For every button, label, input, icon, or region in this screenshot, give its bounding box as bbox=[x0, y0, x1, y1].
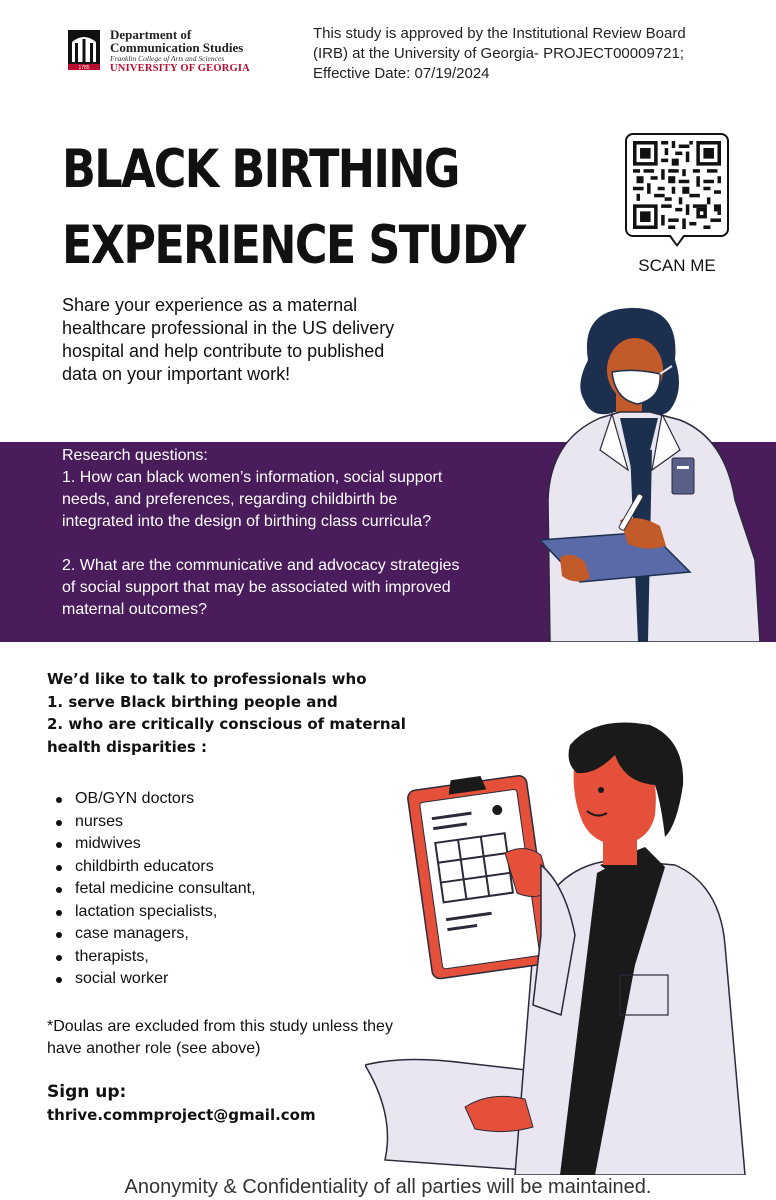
research-questions bbox=[62, 445, 532, 621]
irb-line: This study is approved by the Institutional Review Board bbox=[313, 25, 686, 42]
exclusion-line: *Doulas are excluded from this study unless they bbox=[47, 1018, 393, 1035]
intro-line: data on your important work! bbox=[62, 364, 291, 384]
title-line: EXPERIENCE STUDY bbox=[62, 215, 525, 276]
research-heading: Research questions: bbox=[62, 447, 208, 464]
list-item: fetal medicine consultant, bbox=[50, 878, 256, 901]
irb-notice bbox=[313, 24, 763, 84]
criteria-line: 1. serve Black birthing people and bbox=[47, 692, 338, 711]
logo-college: Franklin College of Arts and Sciences bbox=[110, 54, 225, 63]
signup-email-link[interactable]: thrive.commproject@gmail.com bbox=[47, 1106, 316, 1124]
qr-code-icon[interactable] bbox=[633, 141, 721, 229]
intro-text bbox=[62, 294, 462, 386]
research-q2-line: maternal outcomes? bbox=[62, 601, 207, 618]
logo-university: UNIVERSITY OF GEORGIA bbox=[110, 63, 250, 74]
list-item: childbirth educators bbox=[50, 856, 256, 879]
scan-me-label: SCAN ME bbox=[638, 256, 716, 275]
doctor-with-clipboard-illustration bbox=[520, 300, 776, 642]
signup-label: Sign up: bbox=[47, 1082, 127, 1102]
research-q1-line: 1. How can black women’s information, social support bbox=[62, 469, 443, 486]
uga-logo bbox=[66, 28, 266, 76]
professions-list bbox=[50, 788, 256, 991]
intro-line: Share your experience as a maternal bbox=[62, 295, 358, 315]
qr-code-frame[interactable] bbox=[625, 133, 729, 237]
doctor-holding-chart-illustration bbox=[365, 715, 765, 1175]
page-title bbox=[62, 132, 525, 284]
irb-line: Effective Date: 07/19/2024 bbox=[313, 65, 490, 82]
logo-department-name: Communication Studies bbox=[110, 40, 244, 55]
list-item: nurses bbox=[50, 811, 256, 834]
list-item: case managers, bbox=[50, 923, 256, 946]
list-item: midwives bbox=[50, 833, 256, 856]
research-q1-line: integrated into the design of birthing class curricula? bbox=[62, 513, 432, 530]
research-q2-line: 2. What are the communicative and advocacy strategies bbox=[62, 557, 460, 574]
criteria-line: 2. who are critically conscious of maternal bbox=[47, 715, 406, 733]
criteria-line: health disparities : bbox=[47, 737, 208, 756]
criteria-line: We’d like to talk to professionals who bbox=[47, 670, 367, 688]
confidentiality-footer: Anonymity & Confidentiality of all parties will be maintained. bbox=[124, 1176, 652, 1198]
arch-icon bbox=[66, 28, 106, 72]
intro-line: healthcare professional in the US delivery bbox=[62, 318, 395, 338]
logo-year: 1785 bbox=[78, 65, 90, 71]
qr-speech-tail-inner bbox=[670, 234, 684, 244]
logo-department: Department of bbox=[110, 27, 192, 42]
research-q1-line: needs, and preferences, regarding childbirth be bbox=[62, 491, 398, 508]
irb-line: (IRB) at the University of Georgia- PROJECT00009721; bbox=[313, 45, 684, 62]
intro-line: hospital and help contribute to published bbox=[62, 341, 385, 361]
list-item: lactation specialists, bbox=[50, 901, 256, 924]
list-item: therapists, bbox=[50, 946, 256, 969]
exclusion-line: have another role (see above) bbox=[47, 1040, 261, 1057]
list-item: OB/GYN doctors bbox=[50, 788, 256, 811]
title-line: BLACK BIRTHING bbox=[62, 139, 459, 200]
list-item: social worker bbox=[50, 968, 256, 991]
research-q2-line: of social support that may be associated with improved bbox=[62, 579, 451, 596]
